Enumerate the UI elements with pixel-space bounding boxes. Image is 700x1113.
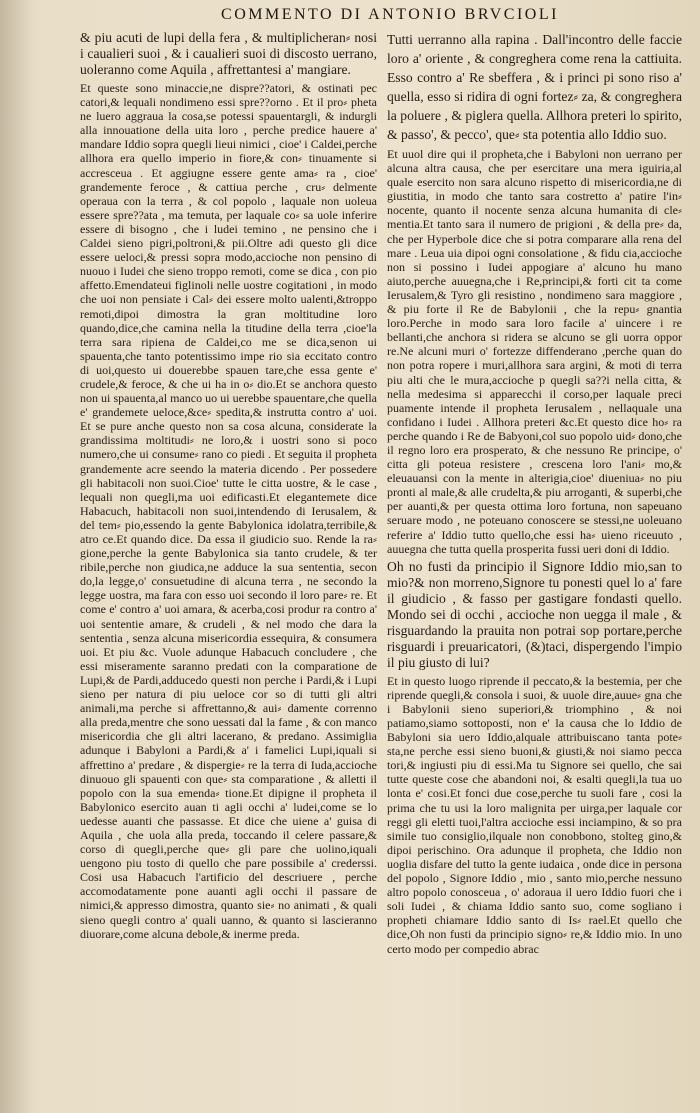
scripture-verse: Tutti uerranno alla rapina . Dall'incontro delle faccie loro a' oriente , & congreghera come rena la cattiuita. Esso contro a' Re sbeffera , & i princi pi sono riso a' quella, esso si ridira di ogni fortez⸗ za, & congreghera la poluere , & piglera quella. Allhora preteri lo spirito, & passo', & pecco', que⸗ sta potentia allo Iddio suo. [387,32,682,142]
scripture-verse: & piu acuti de lupi della fera , & multiplicheran⸗ nosi i caualieri suoi , & i caualieri suoi di discosto uerrano, uoleranno come Aquila , affrettantesi a' mangiare. [80,30,377,77]
commentary-paragraph: Et in questo luogo riprende il peccato,& la bestemia, per che riprende quegli,& consola i suoi, & uuole dire,auue⸗ gna che i Babylonii sieno superiori,& triomphino , & noi patiamo,siamo sottoposti, non e' la causa che lo Iddio de Babyloni sia uero Iddio,alquale attribuiscano tanta pote⸗ sta,ne perche essi sieno buoni,& giusti,& noi siamo pecca tori,& ingiusti piu di essi.Ma tu Signore sei quello, che sai tutte queste cose che abandoni noi, & esalti quegli,la tua uo lonta e' cosi.Et fonci due cose,perche tu suoli fare , cosi la prima che tu usi la loro malignita per uirga,per laquale cor reggi gli eletti tuoi,l'altra accioche essi inciampino, & so pra simile tuo consiglio,ilquale non conobbono, stolteg gino,& dipoi perischino. Ora adunque il propheta, che Iddio non uoglia disfare del tutto la gente iudaica , onde dice in persona del popolo , Signore Iddio , mio , santo mio,perche nessuno altro popolo conosceua , o' adoraua il uero Iddio fuori che i soli Iudei , & chiama Iddio santo suo, come sogliano i propheti chiamare Iddio santo di Is⸗ rael.Et quello che dice,Oh non fusti da principio signo⸗ re,& Iddio mio. In uno certo modo per compedio abrac [387,673,682,956]
scripture-verse: Oh no fusti da principio il Signore Iddio mio,san to mio?& non morreno,Signore tu ponesti quel lo a' fare il giudicio , & fasso per gastigare fondasti quello. Mondo sei di occhi , accioche non uegga il male , & risguardando la prauita non potrai sop portare,perche risguardi i preuaricatori, (&)taci, dispergendo l'impio il piu giusto di lui? [387,558,682,670]
commentary-paragraph: Et queste sono minaccie,ne dispre??atori, & ostinati pec catori,& lequali nondimeno essi spre??orno . Et il pro⸗ pheta ne luero aggraua la cosa,se potessi spauentargli, & indurgli alla innouatione della uita loro , perche predice hauere a' mandare Iddio sopra quegli lieui nimici , cioe' i Caldei,perche allhora era quello imperio in fiore,& con⸗ tinuamente si accresceua . Et aggiugne essere gente ama⸗ ra , cioe' grandemente feroce , & cattiua perche , cru⸗ delmente operaua con la terra , & col popolo , laquale non uoleua essere spre??ata , ma temuta, per laquale co⸗ sa uole inferire essere di bisogno , che i ludei temino , ne pensino che i Caldei sieno pigri,poltroni,& pii.Oltre adi questo gli dice essere ueloci,& pressi sopra modo,accioche non pensino di nuouo i Iudei che sieno troppo remoti, come se dica , con pio affetto.Emendateui figlinoli nelle uostre cogitationi , in modo che uoi non pensiate i Cal⸗ dei essere molto ualenti,&troppo remoti,dipoi dimostra la gran moltitudine loro quando,dice,che camina nella la titudine della terra ,cioe'la terra sara ripiena de Caldei,co me se dica,senon ui spauenta,che tanto potentissimo impe rio sia eccitato contro di uoi,questo ui douerebbe spauen tare,che essa gente e' crudele,& feroce, & che ui ha in o⸗ dio.Et se anchora questo non ui spauenta,al manco uo ui uerebbe spauentare,che quella e' grandemete ueloce,&ce⸗ spedita,& instrutta contro a' uoi. Et se pure anche questo non sa cosa alcuna, considerate la grandissima moltitudi⸗ ne loro,& i uostri sono si poco numero,che ui consume⸗ rano co piedi . Et seguita il propheta grandemente acre seendo la materia dicendo . Per possedere gli habitacoli non suoi.Cioe' tutte le citta uostre, & le case , lequali non quegli,ma uoi edificasti.Et elegantemete dice Habacuch, habitacoli non suoi,intendendo di Ierusalem, & del tem⸗ pio,essendo la gente Babylonica idolatra,terribile,& atro ce.Et quando dice. Da essa il giudicio suo. Rende la ra⸗ gione,perche la gente Babylonica sia tanto crudele, & ter ribile,perche non giudica,ne adduce la sua sententia, secon do,la legge,o' consuetudine di alcuna terra , ne secondo la legge uostra, ma fara con esso uoi secondo il loro pare⸗ re. Et come e' contro a' uoi amara, & acerba,cosi produr ra contro a' uoi sententie amare, & crudeli , & nel modo che dara la sententia , senza alcuna misericordia essequira, & consumera uoi. Et piu &c. Vuole adunque Habacuch concludere , che essi miseramente saranno predati con la comparatione de Lupi,& de Pardi,adducedo questi non perche i Pardi,& i Lupi sieno per natura di piu ueloce cor so di tutti gli altri animali,ma perche si affrettanno,& aui⸗ damente correnno alla preda,mentre che sono uessati dal la fame , & con manco misericordia che gli altri lacerano, & predano. Assimiglia adunque i Babyloni a Pardi,& a' i famelici Lupi,iquali si affrettino a' predare , & dispergie⸗ re la terra di Iuda,accioche dinuouo gli spauenti con que⸗ sta comparatione , & alletti il popolo con la sua emenda⸗ tione.Et dipigne il propheta il Babylonico esercito auan ti agli occhi a' ludei,come se lo uedesse auanti che passasse. Et dice che uiene a' guisa di Aquila , che uola alla preda, toccando il celere passare,& corso di quegli,perche que⸗ gli pare che uolino,iquali uengono piu tosto di quello che pare possibile a' crederssi. Cosi usa Habacuch l'artificio del descriuere , perche accomodatamente pone auanti agli occhi il passare de nimici,& appresso dimostra, quanto sie⸗ no animati , & quali sieno quegli contro a' quali uanno, & quanto si lascieranno diuorare,come alcuna debole,& inerme preda. [80,81,377,941]
left-column [80,30,377,941]
running-head: COMMENTO DI ANTONIO BRVCIOLI [221,6,559,23]
spine-shadow [0,0,40,1113]
right-column [387,30,682,956]
commentary-paragraph: Et uuol dire qui il propheta,che i Babyloni non uerrano per alcuna altra causa, che per esercitare una mera iguiria,al quale esercito non sara alcuno rispetto di misericordia,ne di giustitia, in modo che tanto sara costretto a' patire l'in⸗ nocente, quanto il nocente senza alcuna humanita di cle⸗ mentia.Et tanto sara il numero de prigioni , & della pre⸗ da, che per Hyperbole dice che si potra comparare alla rena del mare . Leua uia dipoi ogni consolatione , & fidu cia,accioche non si possino i Iudei appogiare a' alcuno hu mano aiuto,perche auuegna,che i Re,principi,& forti cit ta come Ierusalem,& Tyro gli resistino , nondimeno sara maggiore , & piu forte il Re de Babylonii , che la repu⸗ gnantia loro.Perche in modo sara loro facile a' uincere i re bellanti,che anchora si ridera se alcuno se gli uorra oppor re.Ne alcuni muri o' fortezze diffenderano ,perche quan do non potra ropere i muri,allhora sara argini, & moti di terra piu alti che le mura,accioche p quegli sa??i nella citta, & nella medesima si apparecchi il corso,per laquale preci puamente intende il propheta Ierusalem , nellaquale una confidano i Iudei . Allhora preteri &c.Et questo dice ho⸗ ra perche quando i Re de Babyoni,col suo popolo uid⸗ dono,che il regno loro era prosperato, & che nessuno Re principe, o' citta gli poteua resistere , crescena loro l'ani⸗ mo,& eleuauansi con la mente in alterigia,cioe' diueniua⸗ no piu pronti al male,& alle crudelta,& piu arroganti, & superbi,che per auanti,& per questa ottima loro fortuna, non sapeuano seruare modo , ne poteuano conoscere se stessi,ne uoleuano referire a' Iddio tutto quello,che essi ha⸗ uieno riceuuto , auuegna che tutta quella prosperita fussi ueri doni di Iddio. [387,147,682,556]
